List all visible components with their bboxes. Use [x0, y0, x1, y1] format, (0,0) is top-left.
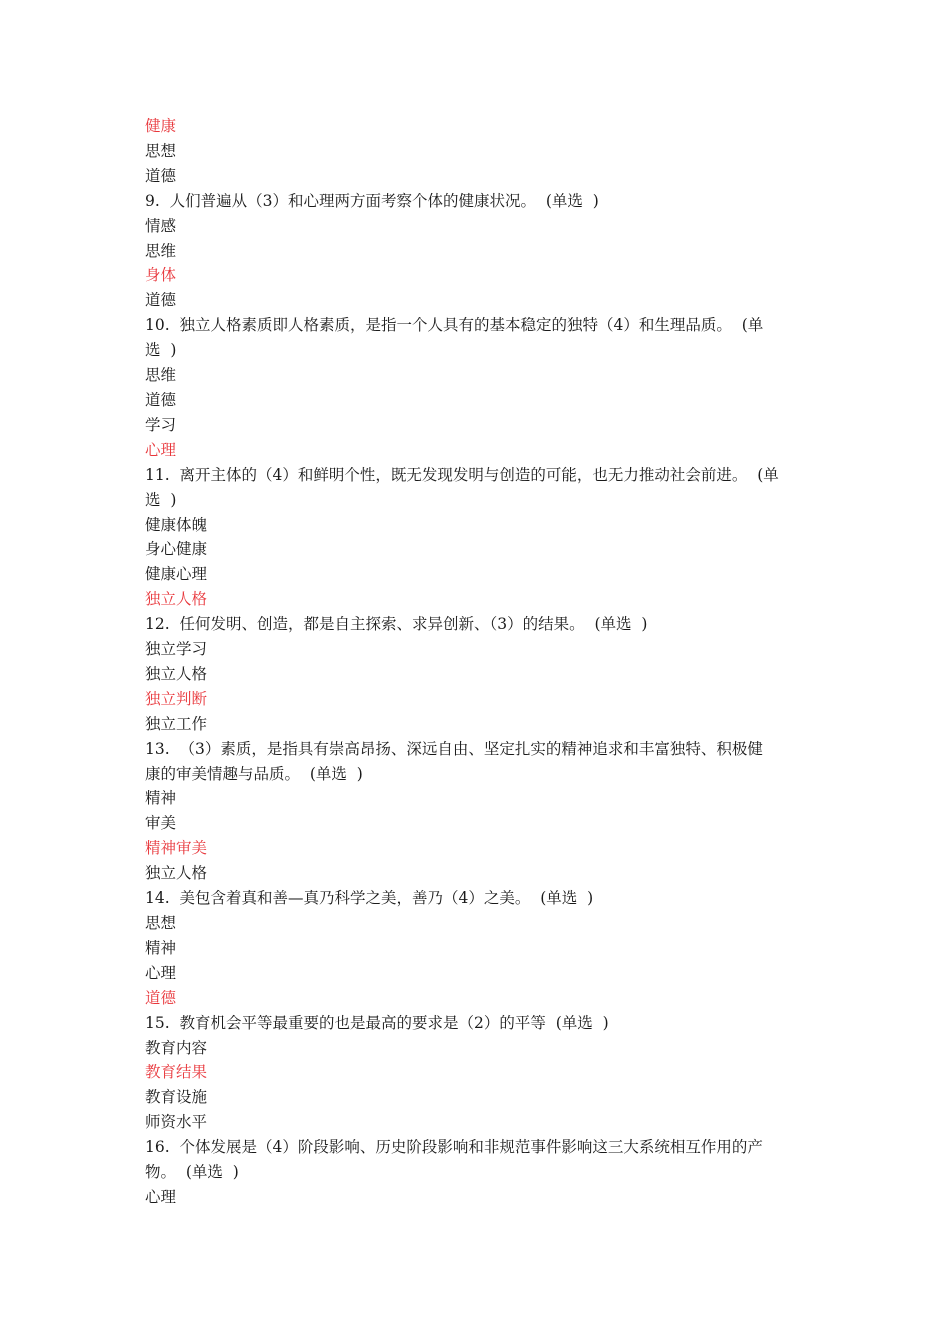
answer-option: 健康心理 [145, 565, 208, 584]
answer-option: 思想 [145, 141, 177, 160]
question-text-continued: 选 ) [145, 341, 177, 360]
answer-option: 道德 [145, 166, 177, 185]
answer-option-correct: 独立人格 [145, 590, 208, 609]
answer-option-correct: 心理 [145, 440, 177, 459]
answer-option: 健康体魄 [145, 515, 208, 534]
answer-option: 身心健康 [145, 540, 208, 559]
answer-option: 心理 [145, 963, 177, 982]
answer-option-correct: 独立判断 [145, 689, 208, 708]
answer-option: 教育设施 [145, 1088, 208, 1107]
question-text-continued: 物。 (单选 ) [145, 1163, 239, 1182]
answer-option: 道德 [145, 291, 177, 310]
question-text-continued: 选 ) [145, 490, 177, 509]
question-text: 10. 独立人格素质即人格素质，是指一个人具有的基本稳定的独特（4）和生理品质。 (单 [145, 316, 764, 335]
answer-option: 精神 [145, 938, 177, 957]
answer-option: 审美 [145, 814, 177, 833]
question-text: 16. 个体发展是（4）阶段影响、历史阶段影响和非规范事件影响这三大系统相互作用的产 [145, 1138, 763, 1157]
answer-option: 道德 [145, 390, 177, 409]
answer-option: 思维 [145, 366, 177, 385]
answer-option: 独立人格 [145, 664, 208, 683]
answer-option: 独立工作 [145, 714, 208, 733]
answer-option: 独立人格 [145, 864, 208, 883]
question-text-continued: 康的审美情趣与品质。 (单选 ) [145, 764, 363, 783]
answer-option-correct: 道德 [145, 988, 177, 1007]
question-text: 14. 美包含着真和善—真乃科学之美，善乃（4）之美。 (单选 ) [145, 889, 594, 908]
answer-option: 师资水平 [145, 1113, 208, 1132]
answer-option-correct: 身体 [145, 266, 177, 285]
answer-option-correct: 教育结果 [145, 1063, 208, 1082]
answer-option: 心理 [145, 1187, 177, 1206]
answer-option: 情感 [145, 216, 177, 235]
answer-option: 思维 [145, 241, 177, 260]
answer-option-correct: 精神审美 [145, 839, 208, 858]
question-text: 11. 离开主体的（4）和鲜明个性，既无发现发明与创造的可能，也无力推动社会前进。 (单 [145, 465, 779, 484]
answer-option: 精神 [145, 789, 177, 808]
answer-option: 学习 [145, 415, 177, 434]
answer-option: 独立学习 [145, 640, 208, 659]
question-text: 13. （3）素质，是指具有崇高昂扬、深远自由、坚定扎实的精神追求和丰富独特、积极健 [145, 739, 763, 758]
answer-option: 思想 [145, 914, 177, 932]
document-page [145, 114, 810, 1210]
question-text: 15. 教育机会平等最重要的也是最高的要求是（2）的平等 (单选 ) [145, 1013, 609, 1032]
answer-option-correct: 健康 [145, 117, 177, 135]
answer-option: 教育内容 [145, 1038, 208, 1057]
question-text: 12. 任何发明、创造，都是自主探索、求异创新、（3）的结果。 (单选 ) [145, 615, 648, 634]
question-text: 9. 人们普遍从（3）和心理两方面考察个体的健康状况。 (单选 ) [145, 191, 599, 210]
